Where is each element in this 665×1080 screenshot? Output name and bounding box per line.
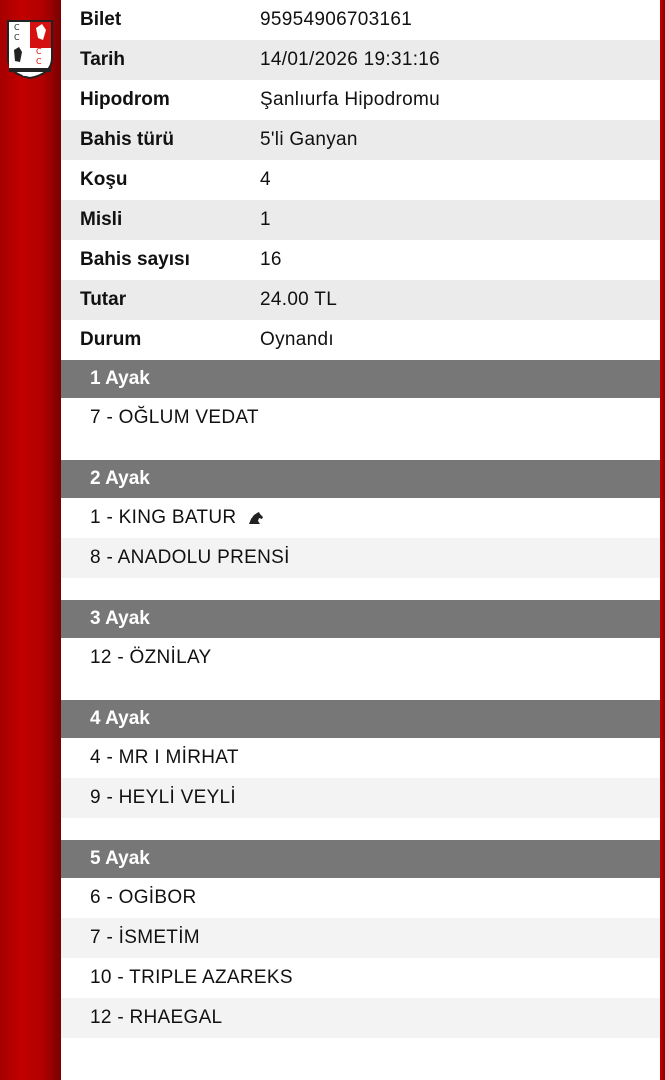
horse-head-icon: [248, 511, 264, 525]
info-row: [61, 200, 660, 240]
right-edge: [660, 0, 665, 1080]
horse-name: 7 - İSMETİM: [90, 927, 200, 948]
horse-row: [61, 878, 660, 918]
leg-header: 4 Ayak: [61, 700, 660, 738]
horse-name: 7 - OĞLUM VEDAT: [90, 407, 259, 428]
horse-row: [61, 398, 660, 438]
logo-year: 1950: [22, 72, 35, 78]
info-value: Şanlıurfa Hipodromu: [260, 89, 440, 110]
info-value: Oynandı: [260, 329, 334, 350]
ticket-info: [61, 0, 660, 360]
horse-row: [61, 498, 660, 538]
info-row: [61, 240, 660, 280]
info-row: [61, 40, 660, 80]
info-row: [61, 80, 660, 120]
horse-row: [61, 538, 660, 578]
horse-name: 10 - TRIPLE AZAREKS: [90, 967, 293, 988]
horse-row: [61, 778, 660, 818]
info-value: 95954906703161: [260, 9, 413, 30]
horse-row: [61, 918, 660, 958]
leg-spacer: [61, 1038, 660, 1060]
horse-name: 1 - KING BATUR: [90, 507, 237, 528]
horse-name: 12 - ÖZNİLAY: [90, 647, 212, 668]
info-label: Koşu: [80, 169, 128, 190]
info-label: Bilet: [80, 9, 122, 30]
leg-spacer: [61, 818, 660, 840]
info-value: 5'li Ganyan: [260, 129, 358, 150]
leg-header: 5 Ayak: [61, 840, 660, 878]
horse-name: 6 - OGİBOR: [90, 887, 197, 908]
info-value: 1: [260, 209, 271, 230]
ticket-detail: [61, 0, 660, 1080]
club-crest-icon: [5, 18, 55, 80]
info-row: [61, 160, 660, 200]
legs-list: [61, 360, 660, 1060]
info-label: Tarih: [80, 49, 126, 70]
horse-name: 4 - MR I MİRHAT: [90, 747, 239, 768]
horse-row: [61, 638, 660, 678]
info-row: [61, 120, 660, 160]
info-label: Tutar: [80, 289, 127, 310]
horse-name: 9 - HEYLİ VEYLİ: [90, 787, 237, 808]
info-value: 4: [260, 169, 271, 190]
horse-name: 8 - ANADOLU PRENSİ: [90, 547, 290, 568]
sidebar: [0, 0, 61, 1080]
horse-name: 12 - RHAEGAL: [90, 1007, 223, 1028]
svg-text:C: C: [14, 33, 20, 42]
leg-header: 1 Ayak: [61, 360, 660, 398]
leg-header: 2 Ayak: [61, 460, 660, 498]
horse-row: [61, 738, 660, 778]
svg-text:C: C: [14, 23, 20, 32]
info-value: 14/01/2026 19:31:16: [260, 49, 441, 70]
info-row: [61, 0, 660, 40]
horse-row: [61, 998, 660, 1038]
svg-text:C: C: [36, 57, 42, 66]
info-label: Durum: [80, 329, 142, 350]
info-label: Hipodrom: [80, 89, 170, 110]
info-label: Misli: [80, 209, 123, 230]
horse-row: [61, 958, 660, 998]
info-value: 24.00 TL: [260, 289, 338, 310]
info-value: 16: [260, 249, 282, 270]
info-row: [61, 320, 660, 360]
leg-spacer: [61, 678, 660, 700]
leg-header: 3 Ayak: [61, 600, 660, 638]
info-label: Bahis türü: [80, 129, 174, 150]
leg-spacer: [61, 438, 660, 460]
leg-spacer: [61, 578, 660, 600]
info-row: [61, 280, 660, 320]
info-label: Bahis sayısı: [80, 249, 190, 270]
svg-text:C: C: [36, 47, 42, 56]
